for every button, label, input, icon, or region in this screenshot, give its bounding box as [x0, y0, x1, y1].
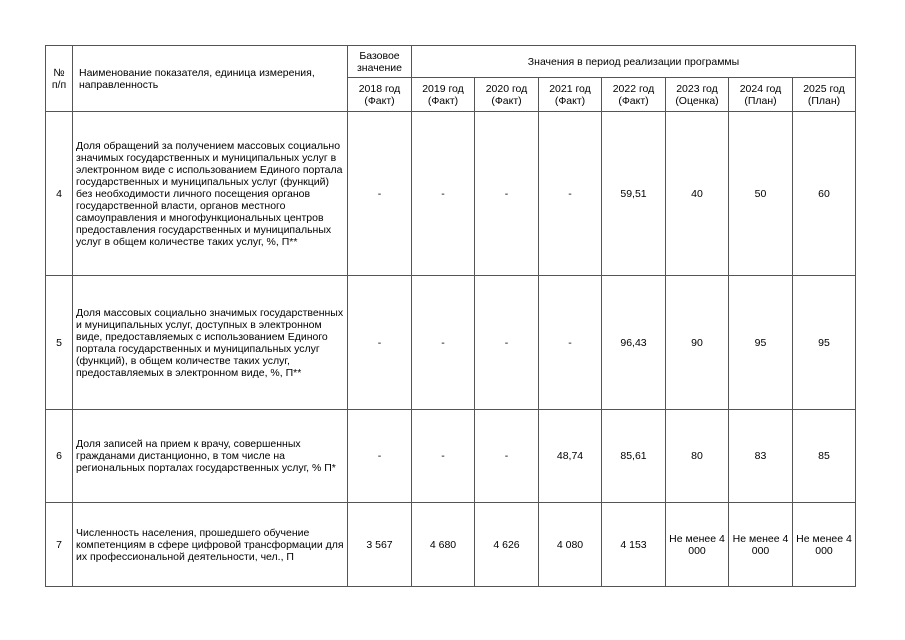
header-year: 2025 год (План)	[793, 78, 856, 112]
row-name: Доля записей на прием к врачу, совершенных гражданами дистанционно, в том числе на региональных порталах государственных услуг, % П*	[73, 410, 348, 503]
value-cell: 60	[793, 112, 856, 276]
header-name: Наименование показателя, единица измерения, направленность	[73, 46, 348, 112]
value-cell: -	[412, 112, 475, 276]
header-year: 2021 год (Факт)	[539, 78, 602, 112]
value-cell: 4 680	[412, 503, 475, 587]
row-num: 6	[46, 410, 73, 503]
value-cell: 95	[729, 276, 793, 410]
value-cell: -	[348, 410, 412, 503]
value-cell: -	[475, 276, 539, 410]
value-cell: 40	[666, 112, 729, 276]
value-cell: 59,51	[602, 112, 666, 276]
value-cell: -	[539, 112, 602, 276]
value-cell: -	[475, 112, 539, 276]
table-row	[46, 503, 856, 587]
table-row	[46, 112, 856, 276]
value-cell: -	[348, 276, 412, 410]
header-period: Значения в период реализации программы	[412, 46, 856, 78]
table-row	[46, 410, 856, 503]
value-cell: 95	[793, 276, 856, 410]
value-cell: Не менее 4 000	[729, 503, 793, 587]
value-cell: -	[412, 410, 475, 503]
header-year: 2022 год (Факт)	[602, 78, 666, 112]
value-cell: -	[348, 112, 412, 276]
header-year: 2019 год (Факт)	[412, 78, 475, 112]
row-num: 4	[46, 112, 73, 276]
table-row	[46, 276, 856, 410]
value-cell: 48,74	[539, 410, 602, 503]
row-name: Доля массовых социально значимых государственных и муниципальных услуг, доступных в электронном виде, предоставляемых с использованием Единого портала государственных и муниципальных услуг (функций), в общем количестве таких услуг, предоставляемых в электронном виде, %, П**	[73, 276, 348, 410]
value-cell: 96,43	[602, 276, 666, 410]
value-cell: Не менее 4 000	[793, 503, 856, 587]
header-row-1	[46, 46, 856, 78]
value-cell: 50	[729, 112, 793, 276]
value-cell: 80	[666, 410, 729, 503]
value-cell: 85	[793, 410, 856, 503]
value-cell: Не менее 4 000	[666, 503, 729, 587]
header-year: 2018 год (Факт)	[348, 78, 412, 112]
value-cell: 4 080	[539, 503, 602, 587]
value-cell: -	[539, 276, 602, 410]
value-cell: 4 153	[602, 503, 666, 587]
header-base: Базовое значение	[348, 46, 412, 78]
value-cell: 83	[729, 410, 793, 503]
header-year: 2024 год (План)	[729, 78, 793, 112]
header-num: № п/п	[46, 46, 73, 112]
value-cell: 90	[666, 276, 729, 410]
value-cell: -	[412, 276, 475, 410]
value-cell: 3 567	[348, 503, 412, 587]
row-name: Доля обращений за получением массовых социально значимых государственных и муниципальных услуг в электронном виде с использованием Единого портала государственных и муниципальных услуг (функций) без необходимости личного посещения органов государственной власти, органов местного самоуправления и многофункциональных центров предоставления государственных и муниципальных услуг в общем количестве таких услуг, %, П**	[73, 112, 348, 276]
value-cell: -	[475, 410, 539, 503]
row-num: 7	[46, 503, 73, 587]
value-cell: 85,61	[602, 410, 666, 503]
header-year: 2020 год (Факт)	[475, 78, 539, 112]
indicators-table	[45, 45, 856, 587]
header-year: 2023 год (Оценка)	[666, 78, 729, 112]
row-name: Численность населения, прошедшего обучение компетенциям в сфере цифровой трансформации для их профессиональной деятельности, чел., П	[73, 503, 348, 587]
value-cell: 4 626	[475, 503, 539, 587]
row-num: 5	[46, 276, 73, 410]
